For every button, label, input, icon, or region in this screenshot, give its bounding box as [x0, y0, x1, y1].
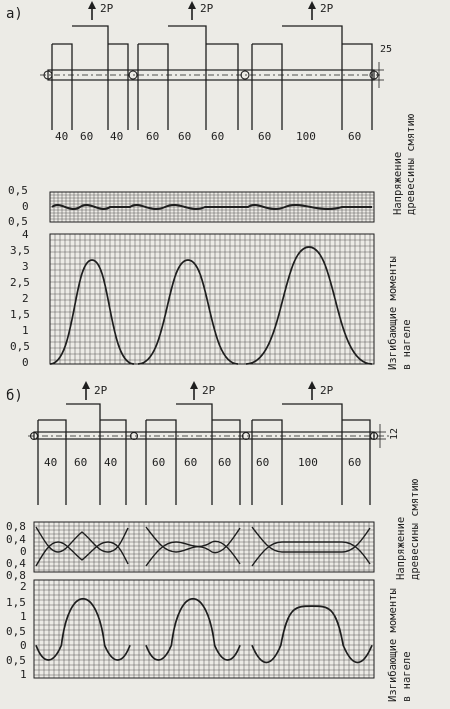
panel-a-moment-tick-6: 1,5 — [10, 308, 30, 321]
panel-a-label: а) — [6, 6, 23, 22]
panel-a-width-9: 60 — [348, 130, 362, 143]
panel-a-moment-tick-8: 0,5 — [10, 340, 30, 353]
panel-b-moment-tick-6: 0,5 — [6, 654, 26, 667]
panel-b-stress-tick-2: 0,4 — [6, 533, 26, 546]
panel-a — [6, 1, 417, 370]
panel-b-width-3: 40 — [104, 456, 118, 469]
panel-a-moment-tick-2: 3,5 — [10, 244, 30, 257]
panel-a-width-8: 100 — [296, 130, 316, 143]
panel-b-moment-tick-3: 1 — [20, 610, 27, 623]
panel-a-width-5: 60 — [178, 130, 192, 143]
panel-a-side-label-top: Напряжение — [392, 151, 404, 215]
panel-a-width-2: 60 — [80, 130, 94, 143]
panel-a-moment-tick-5: 2 — [22, 292, 29, 305]
panel-b-moment-axis — [6, 580, 27, 681]
panel-a-force-arrows — [88, 1, 334, 20]
panel-b — [6, 381, 421, 702]
panel-b-label: б) — [6, 388, 23, 404]
panel-a-side-label-bottom-1: Изгибающие моменты — [387, 256, 399, 370]
panel-a-stress-tick-2: 0 — [22, 200, 29, 213]
panel-b-width-7: 60 — [256, 456, 270, 469]
panel-a-timber-members — [52, 26, 372, 130]
panel-b-force-label-3: 2P — [320, 384, 334, 397]
panel-a-moment-tick-1: 4 — [22, 228, 29, 241]
panel-b-moment-tick-2: 1,5 — [6, 596, 26, 609]
panel-b-width-1: 40 — [44, 456, 58, 469]
panel-a-width-7: 60 — [258, 130, 272, 143]
b-moment-grid-lines — [34, 580, 374, 678]
panel-b-moment-tick-5: 0 — [20, 639, 27, 652]
panel-b-dowel-dimension: 12 — [389, 427, 400, 440]
panel-b-stress-tick-3: 0 — [20, 545, 27, 558]
panel-b-dowel — [28, 424, 400, 448]
panel-b-moment-tick-4: 0,5 — [6, 625, 26, 638]
panel-b-segment-labels — [44, 456, 361, 469]
panel-b-width-8: 100 — [298, 456, 318, 469]
panel-a-force-label-1: 2P — [100, 2, 114, 15]
panel-b-stress-tick-5: 0,8 — [6, 569, 26, 582]
panel-b-bearing-stress-diagram — [34, 522, 374, 572]
panel-b-stress-axis — [6, 520, 27, 582]
panel-a-moment-tick-3: 3 — [22, 260, 29, 273]
panel-b-width-4: 60 — [152, 456, 166, 469]
panel-a-moment-curve — [50, 247, 372, 364]
panel-b-stress-tick-4: 0,4 — [6, 557, 26, 570]
panel-b-width-5: 60 — [184, 456, 198, 469]
panel-a-force-label-3: 2P — [320, 2, 334, 15]
panel-b-width-6: 60 — [218, 456, 232, 469]
panel-b-moment-tick-7: 1 — [20, 668, 27, 681]
panel-a-moment-tick-7: 1 — [22, 324, 29, 337]
panel-b-side-label-top: Напряжение — [395, 516, 407, 580]
panel-a-force-label-2: 2P — [200, 2, 214, 15]
panel-a-width-1: 40 — [55, 130, 69, 143]
panel-a-bending-moment-diagram — [50, 234, 374, 364]
panel-b-moment-tick-1: 2 — [20, 580, 27, 593]
panel-a-dowel — [40, 44, 392, 88]
panel-a-moment-tick-4: 2,5 — [10, 276, 30, 289]
panel-b-bending-moment-diagram — [34, 580, 374, 678]
panel-b-side-label-bottom-1: Изгибающие моменты — [387, 588, 399, 702]
panel-a-side-label-mid: древесины смятию — [405, 113, 417, 215]
panel-b-width-2: 60 — [74, 456, 88, 469]
panel-a-segment-labels — [55, 130, 361, 143]
panel-a-width-6: 60 — [211, 130, 225, 143]
panel-b-side-label-bottom-2: в нагеле — [401, 651, 413, 702]
panel-b-timber-members — [38, 404, 370, 505]
panel-a-stress-tick-3: 0,5 — [8, 215, 28, 228]
panel-a-width-4: 60 — [146, 130, 160, 143]
panel-b-force-label-2: 2P — [202, 384, 216, 397]
panel-a-width-3: 40 — [110, 130, 124, 143]
panel-b-stress-tick-1: 0,8 — [6, 520, 26, 533]
panel-b-width-9: 60 — [348, 456, 362, 469]
panel-b-force-arrows — [82, 381, 334, 400]
panel-b-force-label-1: 2P — [94, 384, 108, 397]
panel-b-side-label-mid: древесины смятию — [409, 478, 421, 580]
panel-a-stress-tick-1: 0,5 — [8, 184, 28, 197]
panel-a-dowel-dimension: 25 — [380, 44, 393, 55]
panel-a-side-label-bottom-2: в нагеле — [401, 319, 413, 370]
panel-a-moment-tick-9: 0 — [22, 356, 29, 369]
panel-a-moment-axis — [10, 228, 30, 369]
a-moment-grid-lines — [50, 234, 374, 364]
panel-a-bearing-stress-diagram — [50, 192, 374, 222]
